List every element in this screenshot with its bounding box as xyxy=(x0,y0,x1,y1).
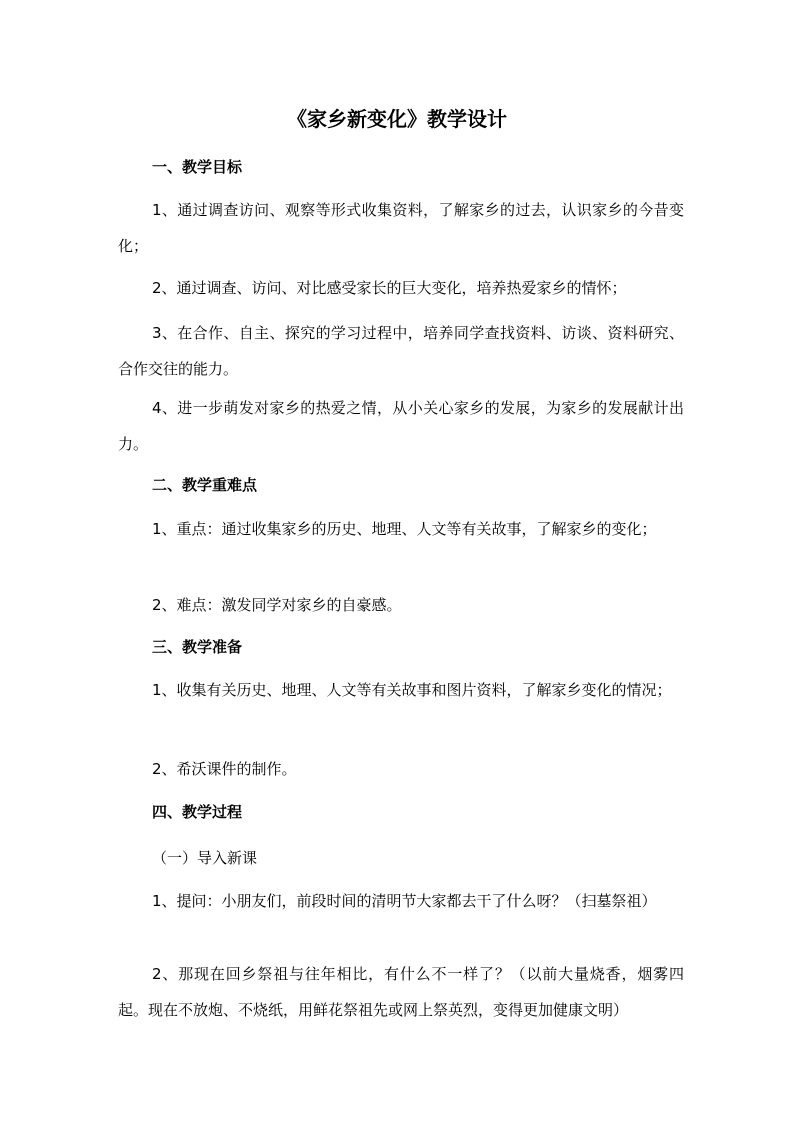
paragraph-objective-3: 3、在合作、自主、探究的学习过程中，培养同学查找资料、访谈、资料研究、合作交往的能力。 xyxy=(118,324,684,378)
paragraph-objective-1: 1、通过调查访问、观察等形式收集资料，了解家乡的过去，认识家乡的今昔变化； xyxy=(118,201,684,255)
paragraph-preparation-1: 1、收集有关历史、地理、人文等有关故事和图片资料，了解家乡变化的情况； xyxy=(152,681,672,699)
paragraph-objective-2: 2、通过调查、访问、对比感受家长的巨大变化，培养热爱家乡的情怀； xyxy=(152,279,627,297)
section-heading-preparation: 三、教学准备 xyxy=(152,638,243,656)
paragraph-difficult-point: 2、难点：激发同学对家乡的自豪感。 xyxy=(152,596,402,614)
paragraph-objective-4: 4、进一步萌发对家乡的热爱之情，从小关心家乡的发展，为家乡的发展献计出力。 xyxy=(118,399,684,453)
paragraph-preparation-2: 2、希沃课件的制作。 xyxy=(152,760,297,778)
paragraph-key-point: 1、重点：通过收集家乡的历史、地理、人文等有关故事，了解家乡的变化； xyxy=(152,520,657,538)
section-heading-key-points: 二、教学重难点 xyxy=(152,476,258,494)
paragraph-process-1: 1、提问：小朋友们，前段时间的清明节大家都去干了什么呀？（扫墓祭祖） xyxy=(152,892,657,910)
document-title: 《家乡新变化》教学设计 xyxy=(287,107,507,131)
subheading-introduction: （一）导入新课 xyxy=(152,849,258,867)
section-heading-teaching-objectives: 一、教学目标 xyxy=(152,158,243,176)
section-heading-teaching-process: 四、教学过程 xyxy=(152,803,243,821)
paragraph-process-2: 2、那现在回乡祭祖与往年相比，有什么不一样了？（以前大量烧香，烟雾四起。现在不放炮、不烧纸，用鲜花祭祖先或网上祭英烈，变得更加健康文明） xyxy=(118,965,684,1019)
